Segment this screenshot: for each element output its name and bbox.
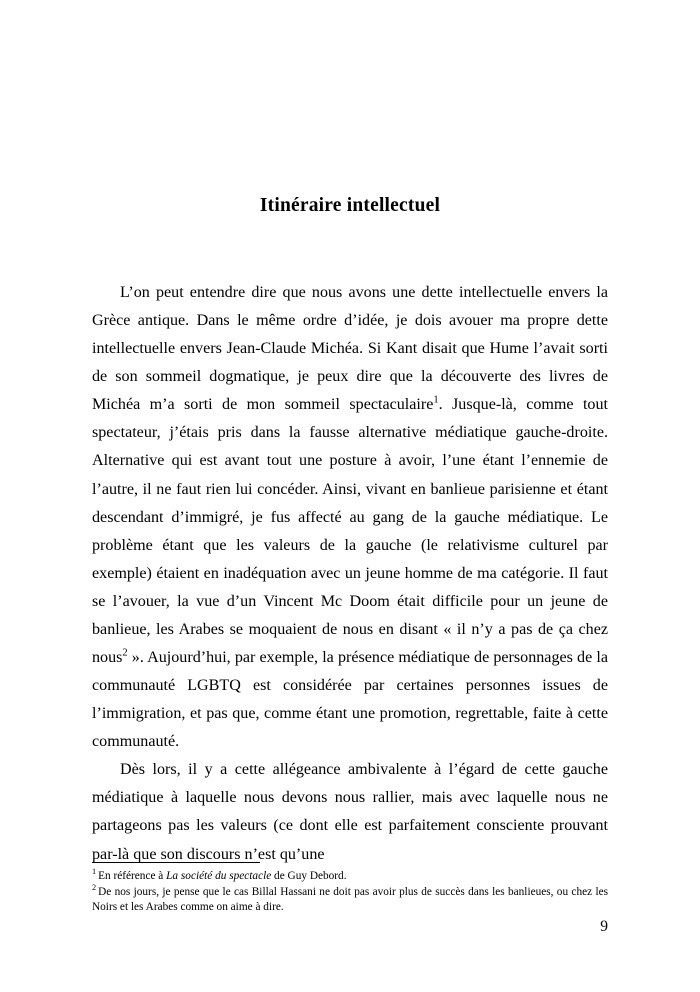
footnote-text-a: De nos jours, je pense que le cas Billal Hassani ne doit pas avoir plus de succès dans les banlieues, ou chez les Noirs et les Arabes comme on aime à dire. (92, 886, 608, 914)
page-number: 9 (600, 918, 608, 935)
footnote-reference-1[interactable]: 1 (433, 394, 439, 406)
footnote-number: 2 (92, 883, 97, 893)
paragraph-1-text-b: . Jusque-là, comme tout spectateur, j’étais pris dans la fausse alternative médiatique gauche-droite. Alternative qui est avant tout une posture à avoir, l’une étant l’ennemie de l’autre, il ne faut rien lui concéder. Ainsi, vivant en banlieue parisienne et étant descendant d’immigré, je fus affecté au gang de la gauche médiatique. Le problème étant que les valeurs de la gauche (le relativisme culturel par exemple) étaient en inadéquation avec un jeune homme de ma catégorie. Il faut se l’avouer, la vue d’un Vincent Mc Doom était difficile pour un jeune de banlieue, les Arabes se moquaient de nous en disant « il n’y a pas de ça chez nous (92, 396, 608, 667)
paragraph-1-text-a: L’on peut entendre dire que nous avons une dette intellectuelle envers la Grèce antique. Dans le même ordre d’idée, je dois avouer ma propre dette intellectuelle envers Jean-Claude Michéa. Si Kant disait que Hume l’avait sorti de son sommeil dogmatique, je peux dire que la découverte des livres de Michéa m’a sorti de mon sommeil spectaculaire (92, 284, 608, 414)
page-content (92, 0, 608, 869)
footnote-item (92, 869, 608, 884)
footnotes-section (92, 862, 608, 916)
page-title: Itinéraire intellectuel (259, 195, 441, 216)
footnote-separator-rule (92, 862, 260, 863)
footnote-reference-2[interactable]: 2 (122, 647, 128, 659)
paragraph-1 (92, 279, 608, 756)
paragraph-2: Dès lors, il y a cette allégeance ambivalente à l’égard de cette gauche médiatique à laquelle nous devons nous rallier, mais avec laquelle nous ne partageons pas les valeurs (ce dont elle est parfaitement consciente prouvant par-là que son discours n’est qu’une (92, 761, 608, 863)
body-text (92, 279, 608, 869)
footnote-number: 1 (92, 867, 97, 877)
paragraph-1-text-c: ». Aujourd’hui, par exemple, la présence médiatique de personnages de la communauté LGBTQ est considérée par certaines personnes issues de l’immigration, et pas que, comme étant une promotion, regrettable, faite à cette communauté. (92, 649, 608, 751)
footnote-item (92, 885, 608, 915)
footnote-text-b: de Guy Debord. (271, 870, 347, 882)
footnote-text-a: En référence à (98, 870, 167, 882)
footnote-title-italic: La société du spectacle (166, 870, 272, 882)
